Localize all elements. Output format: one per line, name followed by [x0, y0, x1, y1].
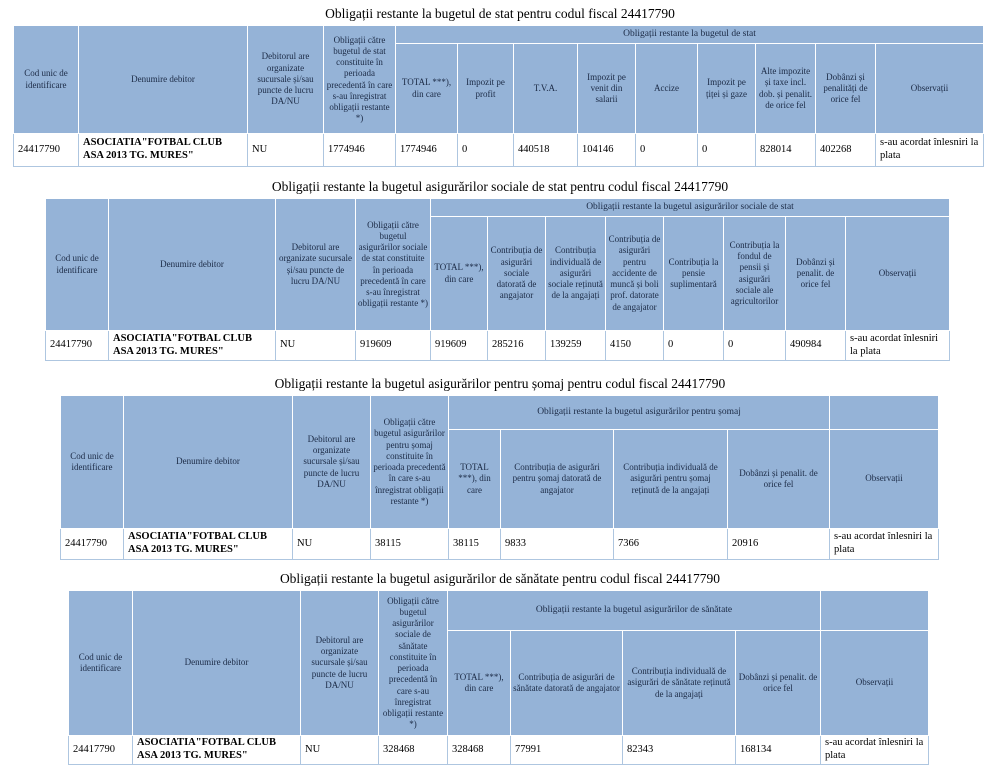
header-constituite: Obligații către bugetul asigurărilor sociale de stat constituite în perioada precedentă în care s-au înregistrat obligații restante *) [356, 199, 431, 331]
data-cell: 77991 [511, 736, 623, 765]
data-cell: 919609 [431, 331, 488, 361]
header-denumire: Denumire debitor [79, 26, 248, 134]
company-name-cell: ASOCIATIA"FOTBAL CLUB ASA 2013 TG. MURES" [79, 134, 248, 167]
data-cell: 168134 [736, 736, 821, 765]
header-sanatate-individuala: Contribuția individuală de asigurări de sănătate reținută de la angajați [623, 631, 736, 736]
header-cod-unic: Cod unic de identificare [46, 199, 109, 331]
social-insurance-table [45, 198, 950, 361]
data-cell: 0 [698, 134, 756, 167]
header-observatii: Observații [876, 44, 984, 134]
header-sucursale: Debitorul are organizate sucursale și/sau puncte de lucru DA/NU [248, 26, 324, 134]
observatii-cell: s-au acordat înlesniri la plata [846, 331, 950, 361]
data-cell: 24417790 [46, 331, 109, 361]
header-cod-unic: Cod unic de identificare [14, 26, 79, 134]
header-sanatate-angajator: Contribuția de asigurări de sănătate datorată de angajator [511, 631, 623, 736]
header-dobanzi: Dobânzi și penalit. de orice fel [786, 217, 846, 331]
data-cell: 919609 [356, 331, 431, 361]
header-cas-individuala: Contribuția individuală de asigurări sociale reținută de la angajați [546, 217, 606, 331]
data-cell: 38115 [449, 529, 501, 560]
social-insurance-title: Obligații restante la bugetul asigurărilor sociale de stat pentru codul fiscal 24417790 [271, 179, 729, 194]
header-sucursale: Debitorul are organizate sucursale și/sau puncte de lucru DA/NU [276, 199, 356, 331]
header-constituite: Obligații către bugetul de stat constituite în perioada precedentă în care s-au înregistrat obligații restante *) [324, 26, 396, 134]
data-cell: 1774946 [324, 134, 396, 167]
data-cell: 24417790 [14, 134, 79, 167]
header-dobanzi: Dobânzi și penalități de orice fel [816, 44, 876, 134]
header-impozit-salarii: Impozit pe venit din salarii [578, 44, 636, 134]
data-cell: 24417790 [69, 736, 133, 765]
state-budget-table [13, 25, 984, 167]
header-somaj-individuala: Contribuția individuală de asigurări pentru șomaj reținută de la angajați [614, 430, 728, 529]
header-denumire: Denumire debitor [133, 591, 301, 736]
observatii-cell: s-au acordat înlesniri la plata [821, 736, 929, 765]
state-budget-title: Obligații restante la bugetul de stat pentru codul fiscal 24417790 [325, 6, 675, 21]
header-observatii: Observații [830, 430, 939, 529]
header-impozit-profit: Impozit pe profit [458, 44, 514, 134]
company-name-cell: ASOCIATIA"FOTBAL CLUB ASA 2013 TG. MURES" [133, 736, 301, 765]
header-total: TOTAL ***), din care [449, 430, 501, 529]
header-dobanzi: Dobânzi și penalit. de orice fel [736, 631, 821, 736]
data-cell: 4150 [606, 331, 664, 361]
header-denumire: Denumire debitor [109, 199, 276, 331]
header-sucursale: Debitorul are organizate sucursale și/sau puncte de lucru DA/NU [293, 396, 371, 529]
health-insurance-title: Obligații restante la bugetul asigurărilor de sănătate pentru codul fiscal 24417790 [279, 571, 721, 586]
data-cell: 104146 [578, 134, 636, 167]
header-total: TOTAL ***), din care [396, 44, 458, 134]
table-row [46, 331, 950, 361]
span-header: Obligații restante la bugetul asigurărilor pentru șomaj [449, 396, 830, 430]
span-header: Obligații restante la bugetul asigurărilor sociale de stat [431, 199, 950, 217]
header-somaj-angajator: Contribuția de asigurări pentru șomaj datorată de angajator [501, 430, 614, 529]
data-cell: 490984 [786, 331, 846, 361]
observatii-cell: s-au acordat înlesniri la plata [830, 529, 939, 560]
header-fond-agricultori: Contribuția la fondul de pensii și asigurări sociale ale agricultorilor [724, 217, 786, 331]
header-constituite: Obligații către bugetul asigurărilor pentru șomaj constituite în perioada precedentă în care s-au înregistrat obligații restante *) [371, 396, 449, 529]
header-constituite: Obligații către bugetul asigurărilor sociale de sănătate constituite în perioada precedentă în care s-au înregistrat obligații restante *) [379, 591, 448, 736]
header-accize: Accize [636, 44, 698, 134]
data-cell: 0 [458, 134, 514, 167]
data-cell: 9833 [501, 529, 614, 560]
data-cell: 0 [724, 331, 786, 361]
data-cell: 440518 [514, 134, 578, 167]
data-cell: 24417790 [61, 529, 124, 560]
data-cell: 402268 [816, 134, 876, 167]
empty-header-cell [830, 396, 939, 430]
unemployment-insurance-table [60, 395, 939, 560]
header-total: TOTAL ***), din care [431, 217, 488, 331]
header-observatii: Observații [821, 631, 929, 736]
span-header: Obligații restante la bugetul de stat [396, 26, 984, 44]
health-insurance-table [68, 590, 929, 765]
header-tva: T.V.A. [514, 44, 578, 134]
data-cell: 0 [664, 331, 724, 361]
observatii-cell: s-au acordat înlesniri la plata [876, 134, 984, 167]
data-cell: 139259 [546, 331, 606, 361]
data-cell: 828014 [756, 134, 816, 167]
data-cell: NU [293, 529, 371, 560]
empty-header-cell [821, 591, 929, 631]
table-row [69, 736, 929, 765]
table-row [61, 529, 939, 560]
header-denumire: Denumire debitor [124, 396, 293, 529]
header-pensie-suplimentara: Contribuția la pensie suplimentară [664, 217, 724, 331]
header-observatii: Observații [846, 217, 950, 331]
data-cell: 82343 [623, 736, 736, 765]
data-cell: NU [248, 134, 324, 167]
data-cell: 1774946 [396, 134, 458, 167]
data-cell: 20916 [728, 529, 830, 560]
data-cell: 285216 [488, 331, 546, 361]
header-sucursale: Debitorul are organizate sucursale și/sau puncte de lucru DA/NU [301, 591, 379, 736]
header-dobanzi: Dobânzi și penalit. de orice fel [728, 430, 830, 529]
header-cod-unic: Cod unic de identificare [69, 591, 133, 736]
data-cell: NU [301, 736, 379, 765]
company-name-cell: ASOCIATIA"FOTBAL CLUB ASA 2013 TG. MURES" [124, 529, 293, 560]
header-alte-impozite: Alte impozite și taxe incl. dob. și penalit. de orice fel [756, 44, 816, 134]
header-cas-angajator: Contribuția de asigurări sociale datorată de angajator [488, 217, 546, 331]
data-cell: 7366 [614, 529, 728, 560]
unemployment-insurance-title: Obligații restante la bugetul asigurărilor pentru șomaj pentru codul fiscal 24417790 [274, 376, 726, 391]
data-cell: 38115 [371, 529, 449, 560]
data-cell: 0 [636, 134, 698, 167]
header-cod-unic: Cod unic de identificare [61, 396, 124, 529]
span-header: Obligații restante la bugetul asigurărilor de sănătate [448, 591, 821, 631]
header-accidente: Contribuția de asigurări pentru accidente de muncă și boli prof. datorate de angajator [606, 217, 664, 331]
data-cell: NU [276, 331, 356, 361]
header-total: TOTAL ***), din care [448, 631, 511, 736]
table-row [14, 134, 984, 167]
header-impozit-titei: Impozit pe țiței și gaze [698, 44, 756, 134]
data-cell: 328468 [379, 736, 448, 765]
data-cell: 328468 [448, 736, 511, 765]
company-name-cell: ASOCIATIA"FOTBAL CLUB ASA 2013 TG. MURES" [109, 331, 276, 361]
